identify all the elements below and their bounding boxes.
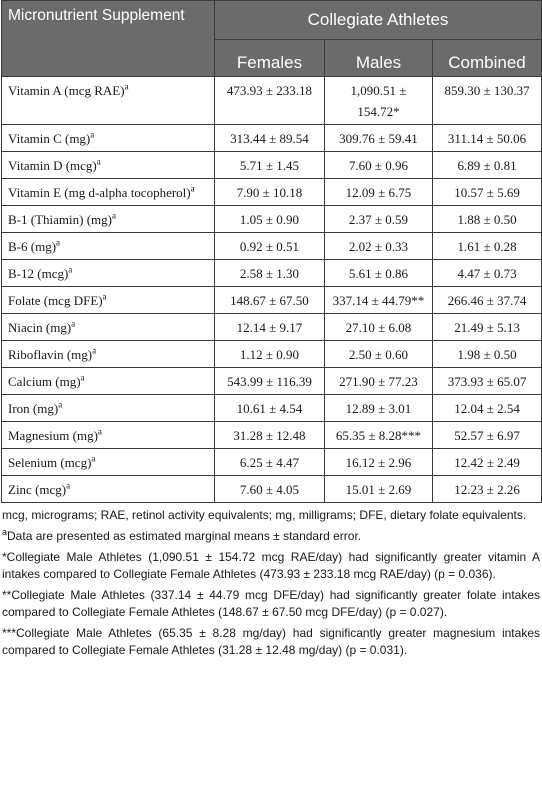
nutrient-name: Vitamin A (mcg RAE) [8, 83, 125, 98]
value-cell-females: 1.12 ± 0.90 [215, 341, 325, 368]
table-footnotes [0, 503, 542, 659]
value-cell-females: 5.71 ± 1.45 [215, 152, 325, 179]
value-cell-combined: 4.47 ± 0.73 [433, 260, 542, 287]
nutrient-cell [2, 77, 215, 125]
value-cell-females: 313.44 ± 89.54 [215, 125, 325, 152]
value-cell-females: 7.90 ± 10.18 [215, 179, 325, 206]
table-row [2, 287, 542, 314]
value-cell-males: 5.61 ± 0.86 [325, 260, 433, 287]
nutrient-cell [2, 395, 215, 422]
nutrient-footnote-marker: a [80, 372, 85, 383]
footnote-a [2, 528, 540, 545]
value-cell-females: 473.93 ± 233.18 [215, 77, 325, 125]
nutrient-cell [2, 125, 215, 152]
value-cell-males: 271.90 ± 77.23 [325, 368, 433, 395]
nutrient-cell [2, 287, 215, 314]
nutrient-footnote-marker: a [91, 453, 96, 464]
footnote-star-1: *Collegiate Male Athletes (1,090.51 ± 154.72 mcg RAE/day) had significantly greater vitamin A intakes compared to Collegiate Female Athletes (473.93 ± 233.18 mcg RAE/day) (p = 0.036). [2, 550, 540, 581]
nutrient-footnote-marker: a [190, 183, 195, 194]
value-cell-females: 0.92 ± 0.51 [215, 233, 325, 260]
value-cell-combined: 21.49 ± 5.13 [433, 314, 542, 341]
table-row [2, 125, 542, 152]
nutrient-cell [2, 476, 215, 503]
value-cell-combined: 1.98 ± 0.50 [433, 341, 542, 368]
group-header: Collegiate Athletes [215, 1, 542, 40]
value-cell-males: 2.50 ± 0.60 [325, 341, 433, 368]
value-cell-males: 15.01 ± 2.69 [325, 476, 433, 503]
table-row [2, 422, 542, 449]
nutrient-footnote-marker: a [66, 480, 71, 491]
nutrient-footnote-marker: a [68, 264, 73, 275]
table-row [2, 179, 542, 206]
value-cell-females: 7.60 ± 4.05 [215, 476, 325, 503]
nutrient-cell [2, 341, 215, 368]
col-header-males: Males [325, 40, 433, 77]
value-cell-males: 337.14 ± 44.79** [325, 287, 433, 314]
table-row [2, 77, 542, 125]
nutrient-name: B-1 (Thiamin) (mg) [8, 212, 112, 227]
nutrient-footnote-marker: a [102, 291, 107, 302]
value-cell-combined: 311.14 ± 50.06 [433, 125, 542, 152]
value-cell-combined: 10.57 ± 5.69 [433, 179, 542, 206]
value-cell-males: 309.76 ± 59.41 [325, 125, 433, 152]
nutrient-footnote-marker: a [124, 81, 129, 92]
value-cell-females: 31.28 ± 12.48 [215, 422, 325, 449]
col-header-combined: Combined [433, 40, 542, 77]
header-row-group [2, 1, 542, 40]
value-cell-females: 148.67 ± 67.50 [215, 287, 325, 314]
nutrient-name: Folate (mcg DFE) [8, 293, 103, 308]
value-cell-combined: 373.93 ± 65.07 [433, 368, 542, 395]
footnote-a-marker: a [2, 527, 8, 537]
nutrient-footnote-marker: a [90, 129, 95, 140]
footnote-star-3: ***Collegiate Male Athletes (65.35 ± 8.28 mg/day) had significantly greater magnesium intakes compared to Collegiate Female Athletes (31.28 ± 12.48 mg/day) (p = 0.031). [2, 626, 540, 657]
value-cell-males: 1,090.51 ± 154.72* [325, 77, 433, 125]
table-row [2, 449, 542, 476]
table-row [2, 368, 542, 395]
table-row [2, 152, 542, 179]
nutrient-name: Calcium (mg) [8, 374, 81, 389]
value-cell-males: 16.12 ± 2.96 [325, 449, 433, 476]
value-cell-males: 2.02 ± 0.33 [325, 233, 433, 260]
value-cell-females: 12.14 ± 9.17 [215, 314, 325, 341]
nutrient-cell [2, 206, 215, 233]
supplement-header: Micronutrient Supplement [2, 1, 215, 77]
value-cell-males: 12.89 ± 3.01 [325, 395, 433, 422]
table-row [2, 341, 542, 368]
col-header-females: Females [215, 40, 325, 77]
nutrient-name: B-6 (mg) [8, 239, 57, 254]
nutrient-name: Iron (mg) [8, 401, 59, 416]
nutrient-footnote-marker: a [111, 210, 116, 221]
value-cell-females: 2.58 ± 1.30 [215, 260, 325, 287]
nutrient-cell [2, 314, 215, 341]
nutrient-footnote-marker: a [96, 156, 101, 167]
table-row [2, 260, 542, 287]
nutrient-cell [2, 233, 215, 260]
nutrient-cell [2, 449, 215, 476]
value-cell-females: 1.05 ± 0.90 [215, 206, 325, 233]
footnote-a-text: Data are presented as estimated marginal means ± standard error. [7, 529, 362, 543]
nutrient-cell [2, 368, 215, 395]
table-row [2, 233, 542, 260]
table-body [2, 77, 542, 503]
value-cell-combined: 12.04 ± 2.54 [433, 395, 542, 422]
value-cell-females: 6.25 ± 4.47 [215, 449, 325, 476]
value-cell-combined: 859.30 ± 130.37 [433, 77, 542, 125]
table-row [2, 206, 542, 233]
nutrient-name: Selenium (mcg) [8, 455, 92, 470]
nutrient-cell [2, 179, 215, 206]
footnote-star-2: **Collegiate Male Athletes (337.14 ± 44.79 mcg DFE/day) had significantly greater folate intakes compared to Collegiate Female Athletes (148.67 ± 67.50 mcg DFE/day) (p = 0.027). [2, 588, 540, 619]
nutrient-cell [2, 152, 215, 179]
value-cell-combined: 1.61 ± 0.28 [433, 233, 542, 260]
nutrient-footnote-marker: a [97, 426, 102, 437]
value-cell-males: 7.60 ± 0.96 [325, 152, 433, 179]
value-cell-combined: 52.57 ± 6.97 [433, 422, 542, 449]
micronutrient-table [1, 0, 542, 503]
footnote-abbreviations: mcg, micrograms; RAE, retinol activity equivalents; mg, milligrams; DFE, dietary folate equivalents. [2, 508, 527, 522]
value-cell-females: 10.61 ± 4.54 [215, 395, 325, 422]
value-cell-females: 543.99 ± 116.39 [215, 368, 325, 395]
nutrient-footnote-marker: a [71, 318, 76, 329]
value-cell-combined: 12.23 ± 2.26 [433, 476, 542, 503]
value-cell-males: 65.35 ± 8.28*** [325, 422, 433, 449]
table-row [2, 476, 542, 503]
nutrient-footnote-marker: a [56, 237, 61, 248]
nutrient-name: Vitamin D (mcg) [8, 158, 97, 173]
table-row [2, 314, 542, 341]
value-cell-males: 12.09 ± 6.75 [325, 179, 433, 206]
nutrient-name: Vitamin C (mg) [8, 131, 91, 146]
nutrient-name: B-12 (mcg) [8, 266, 69, 281]
table-row [2, 395, 542, 422]
nutrient-name: Magnesium (mg) [8, 428, 98, 443]
value-cell-combined: 266.46 ± 37.74 [433, 287, 542, 314]
value-cell-males: 2.37 ± 0.59 [325, 206, 433, 233]
value-cell-males: 27.10 ± 6.08 [325, 314, 433, 341]
value-cell-combined: 12.42 ± 2.49 [433, 449, 542, 476]
nutrient-name: Niacin (mg) [8, 320, 72, 335]
value-cell-combined: 1.88 ± 0.50 [433, 206, 542, 233]
nutrient-footnote-marker: a [92, 345, 97, 356]
nutrient-name: Zinc (mcg) [8, 482, 67, 497]
nutrient-cell [2, 260, 215, 287]
nutrient-name: Riboflavin (mg) [8, 347, 93, 362]
nutrient-footnote-marker: a [58, 399, 63, 410]
value-cell-combined: 6.89 ± 0.81 [433, 152, 542, 179]
nutrient-cell [2, 422, 215, 449]
nutrient-name: Vitamin E (mg d-alpha tocopherol) [8, 185, 191, 200]
